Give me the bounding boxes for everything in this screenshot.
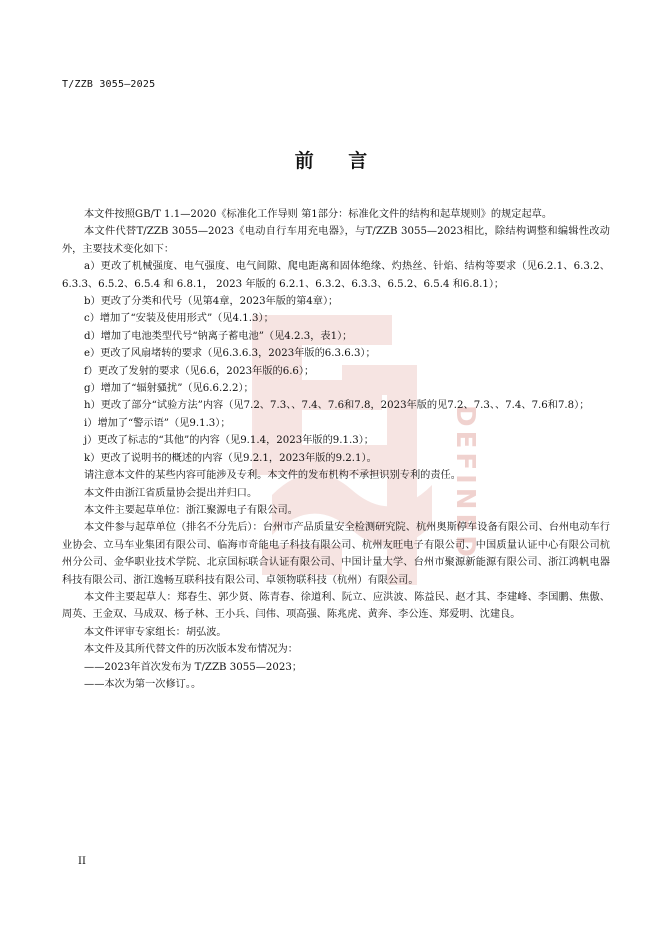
paragraph: 本文件及其所代替文件的历次版本发布情况为：	[84, 644, 298, 656]
paragraph: 本文件代替T/ZZB 3055—2023《电动自行车用充电器》，与T/ZZB 3055—2023相比，除结构调整和编辑性改动外，主要技术变化如下：	[62, 226, 610, 255]
paragraph: 本文件评审专家组长：胡弘波。	[84, 626, 227, 638]
document-body	[62, 206, 610, 693]
paragraph: 本文件主要起草单位：浙江聚源电子有限公司。	[84, 504, 298, 516]
list-item: e）更改了风扇堵转的要求（见6.3.6.3，2023年版的6.3.6.3）；	[84, 348, 376, 360]
paragraph: 本文件按照GB/T 1.1—2020《标准化工作导则 第1部分：标准化文件的结构和起草规则》的规定起草。	[84, 209, 553, 220]
page-title: 前 言	[294, 150, 382, 172]
list-item: f）更改了发射的要求（见6.6，2023年版的6.6）；	[84, 365, 315, 377]
list-item: b）更改了分类和代号（见第4章，2023年版的第4章）；	[84, 296, 339, 308]
list-item: d）增加了电池类型代号“钠离子蓄电池”（见4.2.3，表1）；	[84, 330, 353, 342]
list-item: k）更改了说明书的概述的内容（见9.2.1，2023年版的9.2.1）。	[84, 452, 377, 464]
paragraph: ——2023年首次发布为 T/ZZB 3055—2023；	[84, 661, 303, 673]
list-item: g）增加了“辐射骚扰”（见6.6.2.2）；	[84, 383, 254, 395]
list-item: i）增加了“警示语”（见9.1.3）；	[84, 417, 231, 429]
doc-code: T/ZZB 3055—2025	[62, 79, 156, 90]
paragraph: ——本次为第一次修订。。	[84, 678, 202, 690]
watermark-text: DEFINED	[450, 405, 480, 561]
paragraph: 本文件主要起草人：郑春生、郭少贤、陈青春、徐道利、阮立、应洪波、陈益民、赵才其、李建峰、李国鹏、焦傲、周英、王金双、马成双、杨子林、王小兵、闫伟、项高强、陈兆虎、黄奔、李公连、郑爱明、沈建良。	[62, 591, 610, 621]
paragraph: 本文件由浙江省质量协会提出并归口。	[84, 487, 258, 499]
list-item: h）更改了部分“试验方法”内容（见7.2、7.3、、7.4、7.6和7.8，2023年版的见7.2、7.3、、7.4、7.6和7.8）；	[84, 400, 590, 412]
page-number: II	[78, 856, 86, 867]
list-item: c）增加了“安装及使用形式”（见4.1.3）；	[84, 313, 274, 325]
paragraph: 本文件参与起草单位（排名不分先后）：台州市产品质量安全检测研究院、杭州奥斯停车设备有限公司、台州电动车行业协会、立马车业集团有限公司、临海市奇能电子科技有限公司、杭州友旺电子有限公司、中国质量认证中心有限公司杭州分公司、金华职业技术学院、北京国标联合认证有限公司、中国计量大学、台州市聚源新能源有限公司、浙江鸿帆电器科技有限公司、浙江逸畅互联科技有限公司、卓领物联科技（杭州）有限公司。	[62, 522, 610, 586]
list-item: a）更改了机械强度、电气强度、电气间隙、爬电距离和固体绝缘、灼热丝、针焰、结构等要求（见6.2.1、6.3.2、6.3.3、6.5.2、6.5.4 和 6.8.1， 2023 年版的 6.2.1、6.3.2、6.3.3、6.5.2、6.5.4 和6.8.1）；	[62, 261, 610, 290]
paragraph: 请注意本文件的某些内容可能涉及专利。本文件的发布机构不承担识别专利的责任。	[84, 470, 461, 482]
list-item: j）更改了标志的“其他”的内容（见9.1.4，2023年版的9.1.3）；	[84, 435, 374, 447]
